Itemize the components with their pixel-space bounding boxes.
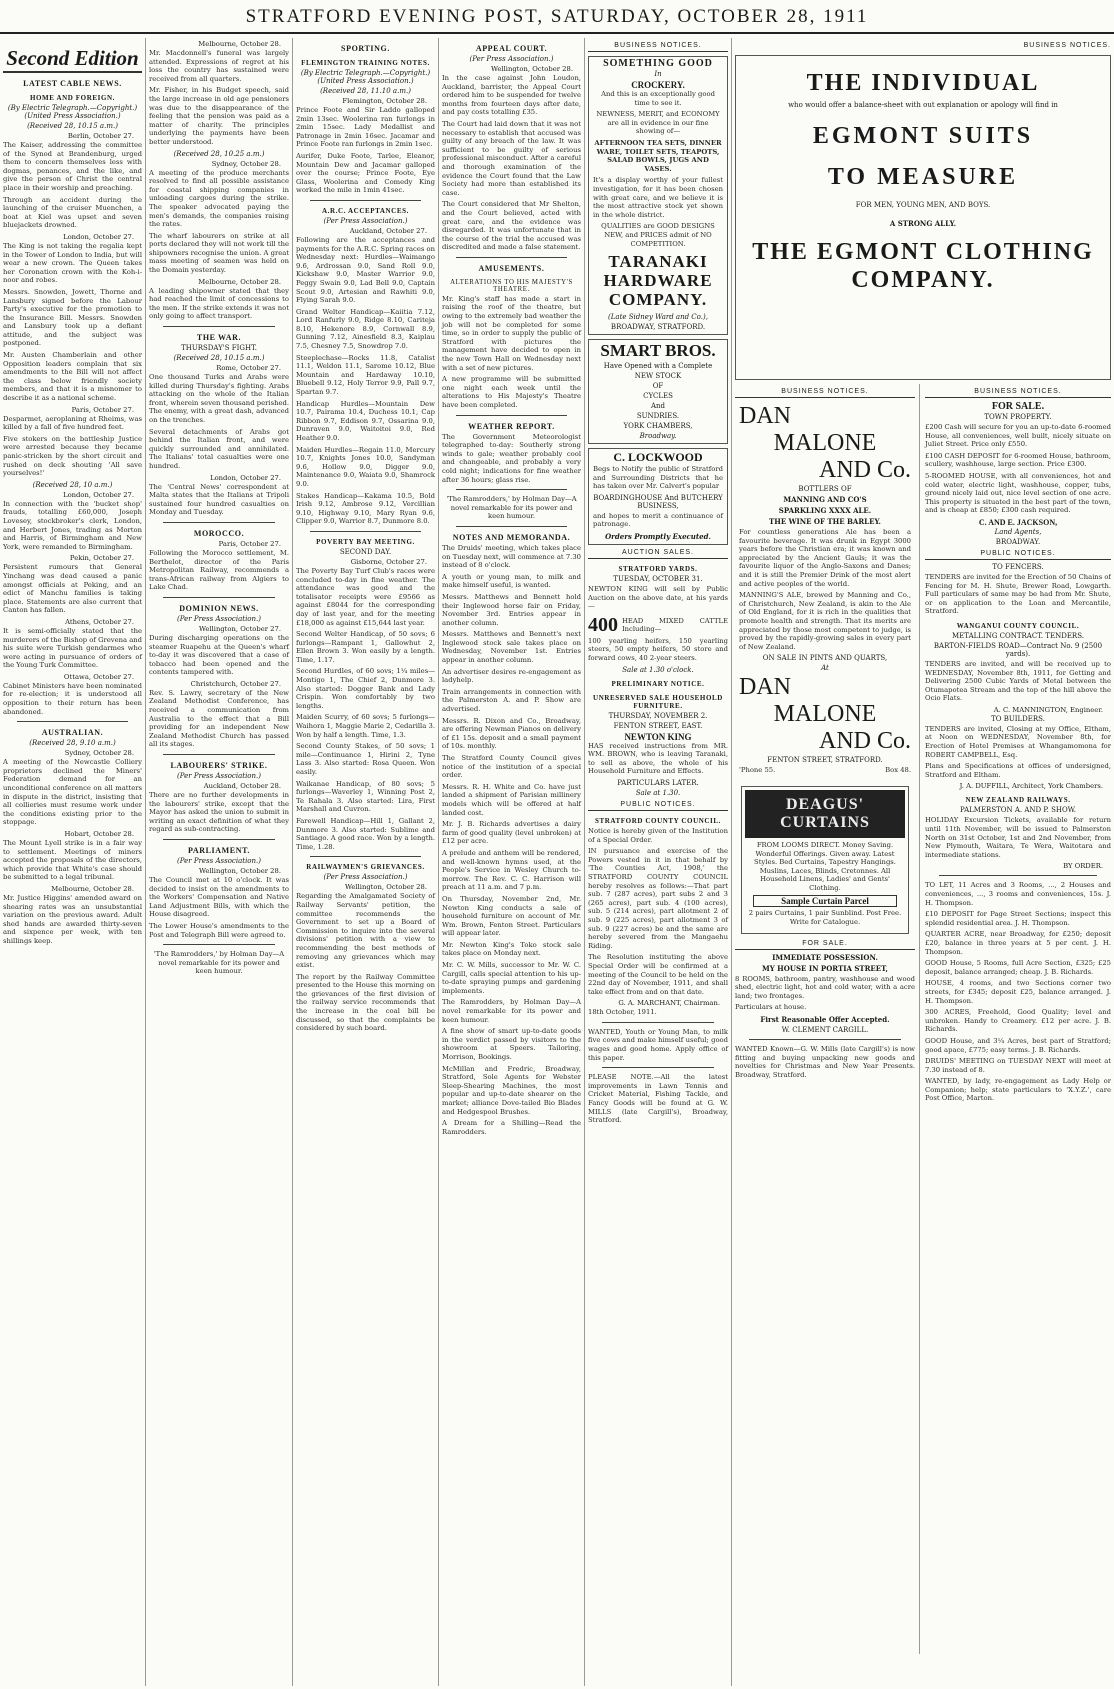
article-paragraph: The Stratford County Council gives notice of the institution of a special order. (442, 754, 581, 780)
divider (163, 597, 275, 598)
article-paragraph: Messrs. R. Dixon and Co., Broadway, are offering Newman Pianos on delivery of £1 15s. deposit and a small payment of 10s. monthly. (442, 716, 581, 751)
heading-cable-news: LATEST CABLE NEWS. (23, 79, 122, 88)
classified-ad: DRUIDS' MEETING on TUESDAY NEXT will meet at 7.30 instead of 8. (925, 1057, 1111, 1074)
article-paragraph: Following the Morocco settlement, M. Berthelot, director of the Paris Metropolitan Railway, recommends a trans-African railway from Algiers to Lake Chad. (149, 548, 289, 592)
crockery-headline: SOMETHING GOOD (603, 58, 713, 69)
masthead (0, 6, 1114, 34)
section-public-notices: PUBLIC NOTICES. (925, 550, 1111, 560)
stratford-yards: STRATFORD YARDS. (618, 565, 698, 574)
taranaki-address: BROADWAY, STRATFORD. (610, 323, 706, 332)
heading-morocco: MOROCCO. (193, 528, 245, 538)
divider (456, 489, 567, 490)
article-paragraph: A Dream for a Shilling—Read the Ramrodders. (442, 1119, 581, 1136)
dateline: Paris, October 27. (71, 405, 134, 414)
article-paragraph: In the case against John Loudon, Auckland, barrister, the Appeal Court ordered him to be suspended for twelve months from fourteen days after date, and pay costs totalling £35. (442, 74, 581, 117)
subheading-second-day: SECOND DAY. (339, 547, 392, 556)
article-paragraph: The 'Central News' correspondent at Malta states that the Italians at Tripoli sustained four hundred casualties on Monday and Tuesday. (149, 482, 289, 517)
engineer-name: A. C. MANNINGTON, Engineer. (993, 705, 1103, 714)
dateline: Sydney, October 28. (211, 159, 281, 168)
article-paragraph: A new programme will be submitted one night each week until the alterations to His Majesty's Theatre have been completed. (442, 375, 581, 409)
sale-location: FENTON STREET, EAST. (613, 721, 703, 730)
smart-line: CYCLES (643, 392, 673, 401)
article-paragraph: One thousand Turks and Arabs were killed during Thursday's fighting. Arabs attacking on the whole of the Italian front, wherein seven thousand perished. The enemy, with a great dash, advanced on the trenches. (149, 373, 289, 424)
sample-text: 2 pairs Curtains, 1 pair Sunblind. Post Free. Write for Catalogue. (748, 909, 902, 927)
dateline: London, October 27. (63, 232, 134, 241)
crockery-text: NEWNESS, MERIT, and ECONOMY are all in evidence in our fine showing of— (596, 110, 720, 136)
divider (163, 326, 275, 327)
divider (163, 754, 275, 755)
article-paragraph: Messrs. Matthews and Bennett hold their Inglewood horse fair on Friday, November 3rd. Entries appear in another column. (442, 592, 581, 627)
builders-text: Plans and Specifications at offices of undersigned, Stratford and Eltham. (925, 762, 1111, 779)
article-paragraph: Five stokers on the battleship Justice were arrested because they became panic-stricken by the short circuit and rushed on deck shouting 'All save yourselves!' (3, 434, 142, 478)
metalling-heading: METALLING CONTRACT. TENDERS. (952, 631, 1084, 640)
county-council-heading: STRATFORD COUNTY COUNCIL. (594, 817, 722, 825)
article-paragraph: A leading shipowner stated that they had reached the limit of concessions to the men. If the strike extends it was not only going to affect transport. (149, 286, 289, 321)
article-paragraph: Messrs. R. H. White and Co. have just landed a shipment of Parisian millinery models which will be offered at half landed cost. (442, 782, 581, 817)
article-paragraph: Messrs. Snowden, Jowett, Thorne and Lansbury signed before the Labour Party's executive for the promotion to the Insurance Bill. Messrs. Snowden and Lansbury took up a defiant attitude, and the subject was postponed. (3, 287, 142, 348)
heading-sporting: SPORTING. (341, 44, 390, 53)
received-line: (Received 28, 11.10 a.m.) (320, 87, 411, 95)
article-paragraph: The Kaiser, addressing the committee of the Synod at Brandenburg, urged them to concern themselves less with dogmas, penances, and the like, and give the person of Christ the central place in their worship and preaching. (3, 141, 142, 192)
article-paragraph: The Council met at 10 o'clock. It was decided to insist on the amendments to the Workers' Compensation and Native Land Adjustment Bills, with which the House disagreed. (149, 876, 289, 919)
article-paragraph: Farewell Handicap—Hill 1, Gallant 2, Dunmore 3. Also started: Sublime and Santiago. A good race. Won by a length. Time, 1.28. (296, 816, 435, 851)
cattle-heading: HEAD MIXED CATTLE Including— (622, 616, 728, 634)
heading-amusements: AMUSEMENTS. (478, 263, 545, 273)
dateline: Melbourne, October 28. (51, 884, 134, 893)
dan-title: DAN (739, 674, 791, 701)
article-paragraph: Mr. J. B. Richards advertises a dairy farm of good quality (level unbroken) at £12 per acre. (442, 820, 581, 846)
dateline: Hobart, October 28. (64, 830, 134, 838)
contact-line (739, 766, 911, 775)
article-paragraph: Mr. Justice Higgins' amended award on shearing rates was an unsubstantial variation on the previous award. Adult shed hands are awarded thirty-seven and sixpence per week, with ten shillings keep. (3, 893, 142, 945)
strong-ally: A STRONG ALLY. (889, 219, 957, 228)
dateline: London, October 27. (63, 490, 134, 499)
article-paragraph: A prelude and anthem will be rendered, and well-known hymns used, at the People's Service in Wesley Church to-morrow. The Rev. C. C. Harrison will preach at 11 a.m. and 7 p.m. (442, 848, 581, 892)
classified-ad: 300 ACRES, Freehold, Good Quality; level and unbroken. Handy to Creamery. £12 per acre. J. B. Richards. (925, 1008, 1111, 1034)
council-notice: Notice is hereby given of the Institution of a Special Order. (588, 827, 728, 844)
dateline: Paris, October 27. (218, 539, 281, 548)
individual-sub: who would offer a balance-sheet with out explanation or apology will find in (788, 101, 1058, 109)
received-line: (Received 28, 10 a.m.) (32, 480, 113, 489)
article-paragraph: Mr. Newton King's Toko stock sale takes place on Monday next. (442, 940, 581, 958)
crockery-in: In (654, 70, 662, 78)
first-offer: First Reasonable Offer Accepted. (760, 1015, 890, 1025)
section-auction-sales: AUCTION SALES. (588, 549, 728, 559)
ramrodders-ad: 'The Ramrodders,' by Holman Day—A novel remarkable for its power and keen humour. (446, 495, 577, 521)
article-paragraph: Prince Foote and Sir Laddo galloped 2min 13sec. Woolerina ran furlongs in 2min 15sec. Lady Medallist and Patronage in 2min 16sec. Jacamar and Prince Foote ran furlongs in 2min 1sec. (296, 106, 435, 149)
property-text: £200 Cash will secure for you an up-to-date 6-roomed House, all conveniences, well built, nicely situate on Juliet Street. Price only £550. (925, 423, 1111, 449)
dan-malone-ad (735, 401, 915, 780)
taranaki-sub: (Late Sidney Ward and Co.), (608, 313, 708, 322)
dateline: Wellington, October 27. (198, 624, 281, 633)
sale-date: THURSDAY, NOVEMBER 2. (608, 711, 708, 720)
article-paragraph: Rev. S. Lawry, secretary of the New Zealand Methodist Conference, has received a communication from Australia to the effect that a Bill providing for an independent New Zealand Methodist Church has passed all its stages. (149, 688, 289, 749)
crockery-list: AFTERNOON TEA SETS, DINNER WARE, TOILET SETS, TEAPOTS, SALAD BOWLS, JUGS AND VASES. (594, 138, 722, 173)
article-paragraph: Grand Welter Handicap—Kaiitia 7.12, Lord Ranfurly 9.0, Ridge 8.10, Cariteja 8.10, Hekenore 8.9, Cornwall 8.9, Gunning 7.12, Ainesfield 8.3, Kaiplau 7.5, Chesney 7.5, Snowdrop 7.0. (296, 307, 435, 351)
dateline: Wellington, October 28. (344, 883, 427, 892)
divider (163, 522, 275, 523)
article-paragraph: A fine show of smart up-to-date goods in the verdict passed by visitors to the showroom at Speers. Tailoring, Morrison, Bookings. (442, 1027, 581, 1061)
cattle-headline (588, 614, 728, 637)
council-notice: IN pursuance and exercise of the Powers vested in it in that behalf by 'The Counties Act, 1908,' the STRATFORD COUNTY COUNCIL hereby resolves as follows:—That part sub. 7 (287 acres), part subs 2 and 3 (265 acres), part sub. 4 (100 acres), sub. 5 (214 acres), part allotment 2 of sub. 9 (225 acres), part allotment 3 of sub. 9 (227 acres) be and the same are hereby severed from the Mangaehu Riding. (588, 847, 728, 950)
credit-line: (By Electric Telegraph.—Copyright.) (United Press Association.) (7, 104, 138, 120)
classified-ad: QUARTER ACRE, near Broadway, for £250; deposit £20, balance in three years at 5 per cent. J. H. Thompson. (925, 930, 1111, 956)
smart-line: NEW STOCK (634, 372, 682, 381)
please-note-ad: PLEASE NOTE.—All the latest improvements in Lawn Tennis and Cricket Material, Fishing Tackle, and Fancy Goods will be found at G. W. MILLS (late Cargill's), Broadway, Stratford. (588, 1073, 728, 1125)
article-paragraph: Following are the acceptances and payments for the A.R.C. Spring races on Wednesday next: Hurdles—Waimango 9.6, Ardrossan 9.0, Sand Roll 9.0, Kickshaw 9.0, Master Warrior 9.0, Peggy Swain 9.0, Lad Bell 9.0, Captain Scout 9.0, Artesian and Rawhiti 9.0, Flying Sarah 9.0. (296, 235, 435, 305)
article-paragraph: There are no further developments in the labourers' strike, except that the Mayor has asked the union to submit in writing an exact definition of what they regard as sub-contracting. (149, 791, 289, 834)
sample-parcel: Sample Curtain Parcel (753, 895, 897, 907)
ramrodders-ad: 'The Ramrodders,' by Holman Day—A novel remarkable for its power and keen humour. (153, 950, 285, 976)
article-paragraph: It is semi-officially stated that the murderers of the Bishop of Grevena and his suite were Turkish gendarmes who were acting in pursuance of orders of the Young Turk Committee. (3, 626, 143, 670)
article-paragraph: Second Hurdles, of 60 sovs; 1¼ miles—Montigo 1, The Chief 2, Dunmore 3. Also started: Dogger Bank and Lady Crispin. Won comfortably by two lengths. (296, 667, 435, 710)
received-line: (Received 28, 9.10 a.m.) (29, 739, 116, 748)
lockwood-text: and hopes to merit a continuance of patronage. (593, 511, 723, 529)
article-paragraph: The Poverty Bay Turf Club's races were concluded to-day in fine weather. The attendance was good and the totalisator receipts were £9566 as against £8044 for the corresponding day of last year, and for the meeting £18,000 as against £15,644 last year. (296, 566, 435, 627)
divider (749, 1039, 901, 1040)
newton-king-text: NEWTON KING will sell by Public Auction on the above date, at his yards— (588, 585, 728, 611)
fenton-street: FENTON STREET, STRATFORD. (767, 756, 883, 765)
crockery-text: And this is an exceptionally good time to see it. (601, 90, 715, 107)
section-public-notices: PUBLIC NOTICES. (588, 801, 728, 811)
architect-name: J. A. DUFFILL, Architect, York Chambers. (959, 782, 1103, 791)
column-3 (293, 38, 439, 1686)
heading-labourers-strike: LABOURERS' STRIKE. (170, 761, 268, 771)
lockwood-ad (588, 448, 728, 545)
article-paragraph: Through an accident during the launching of the cruiser Muenchen, a boat at Kiel was upset and seven bluejackets drowned. (3, 195, 142, 230)
divider (17, 721, 128, 722)
received-line: (Received 28, 10.25 a.m.) (173, 149, 265, 158)
article-paragraph: The Mount Lyell strike is in a fair way to settlement. Meetings of miners accepted the proposals of the directors, which provide that White's case should be submitted to a legal tribunal. (3, 839, 142, 882)
article-paragraph: During discharging operations on the steamer Ruapehu at the Queen's wharf to-day it was discovered that a case of tobacco had been opened and the contents tampered with. (149, 633, 289, 677)
heading-flemington: FLEMINGTON TRAINING NOTES. (301, 59, 430, 67)
at-line: At (821, 664, 829, 673)
barton-heading: BARTON-FIELDS ROAD—Contract No. 9 (2500 yards). (933, 641, 1103, 658)
column-6-right (920, 384, 1111, 1654)
article-paragraph: Aurifer, Duke Foote, Tarlee, Eleanor, Mountain Dew and Jacamar galloped over the course; Prince Foote, Eye Glass, Woolerina and Comedy King worked the mile in 1min 41sec. (296, 151, 435, 195)
crockery-title: CROCKERY. (631, 80, 685, 90)
dateline: Pekin, October 27. (69, 554, 134, 563)
credit-line: (Per Press Association.) (469, 55, 554, 63)
article-paragraph: In connection with the 'bucket shop' frauds, totalling £60,000, Joseph Lovesey, stockbroker's clerk, London, and Herbert Jones, trading as Morton and Harris, of Birmingham and New York, were remanded to Birmingham. (3, 499, 142, 551)
article-paragraph: Second Welter Handicap, of 50 sovs; 6 furlongs—Rampant 1, Gallowhut 2, Ellen Brown 3. Won easily by a length. Time, 1.17. (296, 630, 435, 664)
sale-time: Sale at 1.30 o'clock. (622, 665, 694, 674)
and-co-title: AND Co. (818, 728, 911, 755)
article-paragraph: Maiden Scurry, of 60 sovs; 5 furlongs—Waihora 1, Maggie Marie 2, Cedarilla 3. Won by half a length. Time, 1.3. (296, 713, 435, 739)
article-paragraph: The report by the Railway Committee presented to the House this morning on the grievances of the first division of the railway service recommends that the increase in the coal bill be discussed, so that the complaints be considered by such board. (296, 972, 435, 1033)
cargill-name: W. CLEMENT CARGILL. (781, 1026, 869, 1035)
subheading-thursday-fight: THURSDAY'S FIGHT. (181, 344, 257, 353)
divider (456, 257, 567, 258)
article-paragraph: The Lower House's amendments to the Post and Telegraph Bill were agreed to. (149, 921, 289, 939)
article-paragraph: On Thursday, November 2nd, Mr. Newton King conducts a sale of household furniture on account of Mr. Wm. Brown, Fenton Street. Particulars will appear later. (442, 894, 581, 938)
article-paragraph: A meeting of the Newcastle Colliery proprietors declined the Miners' Federation demand for an unconditional conference on all matters in dispute in the district, insisting that all collieries must resume work under the conditions existing prior to the stoppage. (3, 758, 142, 827)
curtains-banner: DEAGUS' CURTAINS (745, 790, 905, 838)
house-particulars: Particulars at house. (735, 1003, 807, 1012)
barton-text: TENDERS are invited, and will be received up to WEDNESDAY, November 8th, 1911, for Getting and Delivering 2500 Cubic Yards of Metal between the Otumapotea Stream and the top of the hill above the Ocio Flats. (925, 659, 1111, 703)
dateline: Wellington, October 28. (198, 867, 281, 875)
by-order: BY ORDER. (1063, 862, 1103, 871)
egmont-suits: EGMONT SUITS (812, 123, 1034, 149)
and-co-title: AND Co. (818, 457, 911, 483)
received-line: (Received 28, 10.15 a.m.) (173, 354, 265, 363)
article-paragraph: Mr. King's staff has made a start in raising the roof of the theatre, but owing to the extremely bad weather the job will not be completed for some time, so in order to supply the public of Stratford with pictures the management have decided to open in the new Town Hall on Wednesday next with a set of new pictures. (442, 294, 581, 372)
council-date: 18th October, 1911. (588, 1008, 657, 1017)
article-paragraph: The Court considered that Mr Shelton, and the Court believed, acted with great care, and the evidence was disregarded. It was unfortunate that in the course of the trial the accused was discredited and made a false statement. (442, 200, 581, 252)
dateline: Christchurch, October 27. (190, 679, 281, 688)
article-paragraph: Persistent rumours that General Yinchang was dead caused a panic amongst officials at Peking, and an edict of Manchu families is taking place. Statements are also current that Canton has fallen. (3, 563, 142, 615)
yards-date: TUESDAY, OCTOBER 31. (613, 575, 703, 584)
article-paragraph: Second County Stakes, of 50 sovs; 1 mile—Continuance 1, Hirini 2, Tyne Lass 3. Also started: Rosa Queen. Won easily. (296, 742, 435, 776)
property-text: 5-ROOMED HOUSE, with all conveniences, hot and cold water, electric light, washhouse, copper, tubs, ground nicely laid out, nice level section of one acre. This property is situated in the best part of the town, and is cheap at £850; £300 cash required. (925, 471, 1111, 515)
dan-title: DAN (739, 403, 791, 429)
classified-ad: GOOD House, and 3¼ Acres, best part of Stratford; good apace, £775; easy terms. J. B. Richards. (925, 1036, 1111, 1054)
article-paragraph: An advertiser desires re-engagement as ladyhelp. (442, 667, 581, 685)
edition-title: Second Edition (3, 46, 142, 73)
show-text: HOLIDAY Excursion Tickets, available for return until 11th November, will be issued to Palmerston North on 31st October, 1st and 2nd November, from New Plymouth, Waitara, Te Wera, Waitotara and intermediate stations. (925, 816, 1111, 859)
particulars-later: PARTICULARS LATER. (617, 779, 699, 787)
phone-number: 'Phone 55. (739, 766, 776, 775)
heading-arc-acceptances: A.R.C. ACCEPTANCES. (322, 206, 409, 215)
wine-line: THE WINE OF THE BARLEY. (769, 517, 881, 526)
column-1 (0, 38, 146, 1686)
lower-columns (735, 384, 1111, 1654)
column-5 (585, 38, 732, 1686)
sale-time: Sale at 1.30. (635, 789, 681, 797)
heading-dominion-news: DOMINION NEWS. (179, 603, 259, 613)
heading-parliament: PARLIAMENT. (187, 846, 251, 855)
ale-text: For countless generations Ale has been a favourite beverage. It was drunk in Egypt 3000 years before the Christian era; it was known and appreciated by the Ancient Gauls; it was the favourite liquor of the Anglo-Saxons and Danes; and it is still the Premier Drink of the most alert and active peoples of the world. (739, 528, 911, 588)
house-title: MY HOUSE IN PORTIA STREET, (762, 963, 888, 973)
builders-heading: TO BUILDERS. (991, 714, 1045, 723)
article-paragraph: Train arrangements in connection with the Palmerston A. and P. Show are advertised. (442, 687, 581, 714)
divider (939, 875, 1097, 876)
lockwood-text: Begs to Notify the public of Stratford and Surrounding Districts that he has taken over Mr. Calvert's popular (593, 465, 723, 491)
dateline: Melbourne, October 28. (198, 40, 281, 48)
article-paragraph: Steeplechase—Rocks 11.8, Catalist 11.1, Weldon 11.1, Sarome 10.12, Blue Mountain and Hardaway 10.10, Bluebell 9.12, Holy Terror 9.9, Pall 9.7, Spartan 9.7. (296, 353, 435, 397)
newton-king-text: HAS received instructions from MR. WM. BROWN, who is leaving Taranaki, to sell as above, the whole of his Household Furniture and Effects. (588, 741, 728, 776)
heading-home-foreign: HOME AND FOREIGN. (29, 94, 116, 102)
heading-war: THE WAR. (196, 333, 242, 343)
credit-line: (Per Press Association.) (323, 873, 408, 882)
article-paragraph: Maiden Hurdles—Regain 11.0, Mercury 10.7, Knights Jones 10.0, Sandyman 9.6, Hollow 9.0, Digger 9.0, Maintenance 9.0, Waiata 9.0, Shamrock 9.0. (296, 445, 435, 488)
divider (310, 531, 421, 532)
article-paragraph: Cabinet Ministers have been nominated for re-election; it is understood all opposition to their return has been abandoned. (3, 681, 142, 716)
credit-line: (Per Press Association.) (323, 216, 408, 225)
heading-weather-report: WEATHER REPORT. (468, 421, 555, 431)
article-paragraph: Regarding the Amalgamated Society of Railway Servants' petition, the committee recommends the Government to set up a Board of Commission to inquire into the several divisions' petition with a view to recommending the best methods of removing any grievances which may exist. (296, 892, 435, 970)
divider (456, 415, 567, 416)
lockwood-shop: BOARDINGHOUSE And BUTCHERY BUSINESS, (593, 493, 723, 510)
credit-line: (Per Press Association.) (177, 614, 261, 623)
divider (602, 1067, 714, 1068)
wanganui-heading: WANGANUI COUNTY COUNCIL. (956, 621, 1080, 630)
show-heading: PALMERSTON A. AND P. SHOW. (960, 806, 1076, 815)
dateline: Auckland, October 28. (203, 782, 281, 791)
house-text: 8 ROOMS, bathroom, pantry, washhouse and wood shed, electric light, hot and cold water, with a acre land; two frontages. (735, 974, 915, 1000)
article-paragraph: McMillan and Fredric, Broadway, Stratford, Sole Agents for Webster Sleep-Shearing Machines, the most popular and up-to-date shearer on the market; alliance Dove-tailed Bio Blades and Hedgespool Brushes. (442, 1064, 581, 1116)
dateline: Berlin, October 27. (67, 132, 134, 140)
taranaki-hardware-title: TARANAKI HARDWARE COMPANY. (603, 252, 713, 310)
dateline: London, October 27. (210, 473, 281, 482)
article-paragraph: Mr. Austen Chamberlain and other Opposition leaders complain that six amendments to the Bill will not affect the class below friendly society members, and that it is a misnomer to describe it as a national scheme. (3, 351, 142, 403)
preliminary-notice: PRELIMINARY NOTICE. (611, 679, 705, 688)
curtains-text: FROM LOOMS DIRECT. Money Saving. Wonderful Offerings. Given away. Latest Styles. Bed Curtains, Tapestry Hangings. Muslins, Laces, Blinds, Cretonnes. All Household Linens, Ladies' and Gents' Clothing. (754, 840, 896, 892)
article-paragraph: Waikanae Handicap, of 80 sovs; 5 furlongs—Waverley 1, Winning Post 2, Te Rahala 3. Also started: Lira, First Marshall and Cuvron. (296, 779, 435, 814)
to-measure: TO MEASURE (827, 164, 1019, 190)
article-paragraph: Desparmet, aeroplaning at Rheims, was killed by a fall of five hundred feet. (3, 414, 142, 432)
for-sale-heading: FOR SALE. (735, 940, 915, 950)
article-paragraph: The Ramrodders, by Holman Day—A novel remarkable for its power and keen humour. (442, 998, 581, 1024)
article-paragraph: Mr. Macdonnell's funeral was largely attended. Expressions of regret at his loss the country has sustained were received from all quarters. (149, 49, 289, 83)
curtains-ad (741, 786, 909, 934)
crockery-ad (588, 56, 728, 335)
credit-line: (Per Press Association.) (177, 857, 261, 865)
article-paragraph: The wharf labourers on strike at all ports declared they will not work till the shipowners recognise the union. A great mass meeting of seamen was held on the Domain yesterday. (149, 231, 289, 275)
for-men: FOR MEN, YOUNG MEN, AND BOYS. (855, 201, 991, 209)
fencers-text: TENDERS are invited for the Erection of 50 Chains of Fencing for M. H. Shute, Brewer Road, Lowgarth. Full particulars of same may be had from Mr. Shute, or on application to the Loan and Mercantile, Stratford. (925, 572, 1111, 616)
town-property: TOWN PROPERTY. (984, 413, 1052, 421)
column-6-left (735, 384, 920, 1654)
classified-ad: £10 DEPOSIT for Page Street Sections; inspect this splendid residential area. J. H. Thompson. (925, 910, 1111, 927)
cattle-count: 400 (588, 613, 618, 636)
smart-bros-ad (588, 339, 728, 444)
article-paragraph: Handicap Hurdles—Mountain Dew 10.7, Pairama 10.4, Duchess 10.1, Cap Ribbon 9.7, Eddison 9.7, Ossarina 9.0, Dunraven 9.0, Waitoitoi 9.0, Red Heather 9.0. (296, 399, 435, 442)
individual-headline: THE INDIVIDUAL (806, 70, 1040, 96)
section-business-notices: BUSINESS NOTICES. (588, 42, 728, 52)
article-paragraph: The Druids' meeting, which takes place on Tuesday next, will commence at 7.30 instead of 8 o'clock. (442, 543, 581, 570)
classified-ad: WANTED, by lady, re-engagement as Lady Help or Companion; help; state particulars to 'X.Y.Z.', care Post Office, Marton. (925, 1077, 1111, 1103)
section-business-notices: BUSINESS NOTICES. (925, 388, 1111, 398)
dateline: Flemington, October 28. (342, 97, 427, 105)
dateline: Auckland, October 27. (349, 226, 427, 235)
lockwood-title: C. LOCKWOOD (613, 450, 703, 465)
lockwood-orders: Orders Promptly Executed. (605, 532, 711, 542)
builders-text: TENDERS are invited, Closing at my Office, Eltham, at Noon on WEDNESDAY, November 8th, for Erection of Hotel Premises at Whangamomona for ROBERT CAMPBELL, Esq. (925, 724, 1111, 759)
council-notice: The Resolution instituting the above Special Order will be confirmed at a meeting of the Council to be held on the 22nd day of November, 1911, and shall take effect from and on that date. (588, 953, 728, 996)
newton-king-name: NEWTON KING (624, 731, 692, 742)
article-paragraph: A youth or young man, to milk and make himself useful, is wanted. (442, 572, 581, 590)
smart-line: And (650, 402, 666, 411)
classified-ad: GOOD House, 5 Rooms, full Acre Section, £325; £25 deposit, balance arranged; cheap. J. B. Richards. (925, 959, 1111, 976)
smart-bros-title: SMART BROS. (600, 341, 716, 361)
xxxx-line: SPARKLING XXXX ALE. (778, 506, 872, 515)
heading-railwaymen: RAILWAYMEN'S GRIEVANCES. (306, 863, 425, 872)
article-paragraph: Mr. C. W. Mills, successor to Mr. W. C. Cargill, calls special attention to his up-to-date spraying pumps and gardening implements. (442, 961, 581, 995)
dateline: Ottawa, October 27. (63, 672, 134, 681)
column-6 (732, 38, 1114, 1686)
credit-line: (By Electric Telegraph.—Copyright.) (United Press Association.) (300, 69, 431, 85)
box-number: Box 48. (885, 766, 911, 775)
ale-text: MANNING'S ALE, brewed by Manning and Co., of Christchurch, New Zealand, is akin to the Ale of Old England, for it is rich in the qualities that promote health and strength. That its merits are appreciated by those most competent to judge, is proved by the rapidly-growing sales in every part of New Zealand. (739, 591, 911, 651)
malone-title: MALONE (773, 430, 877, 456)
crockery-text: QUALITIES are GOOD DESIGNS NEW, and PRICES admit of NO COMPETITION. (601, 222, 715, 248)
nz-railways-heading: NEW ZEALAND RAILWAYS. (965, 796, 1071, 805)
cattle-list: 100 yearling heifers, 150 yearling steers, 50 empty heifers, 50 store and forward cows, 40 2-year steers. (588, 636, 728, 663)
column-4 (439, 38, 585, 1686)
article-paragraph: Messrs. Matthews and Bennett's next Inglewood stock sale takes place on Wednesday, November 1st. Entries appear in another column. (442, 630, 581, 665)
smart-line: Broadway. (639, 432, 677, 441)
heading-alterations: ALTERATIONS TO HIS MAJESTY'S THEATRE. (450, 278, 573, 293)
fencers-heading: TO FENCERS. (992, 562, 1044, 571)
bottlers-line: BOTTLERS OF (798, 485, 852, 493)
divider (602, 1022, 714, 1023)
council-signature: G. A. MARCHANT, Chairman. (618, 999, 720, 1008)
jackson-address: BROADWAY. (995, 537, 1041, 546)
smart-line: SUNDRIES. (636, 412, 680, 421)
dateline: Melbourne, October 28. (198, 277, 281, 286)
land-agents: Land Agents, (994, 527, 1042, 536)
smart-line: YORK CHAMBERS, (623, 422, 693, 431)
divider (310, 856, 421, 857)
jackson-name: C. AND E. JACKSON, (978, 517, 1058, 527)
article-paragraph: Several detachments of Arabs got behind the Italian front, and were quickly surrounded and annihilated. The Italians' total casualties were one hundred. (149, 427, 289, 470)
property-text: £100 CASH DEPOSIT for 6-roomed House, bathroom, scullery, washhouse, large section. Price £300. (925, 451, 1111, 469)
malone-title: MALONE (773, 701, 877, 728)
heading-appeal-court: APPEAL COURT. (475, 44, 548, 53)
dateline: Rome, October 27. (216, 364, 281, 373)
divider (163, 839, 275, 840)
manning-line: MANNING AND CO'S (783, 495, 867, 504)
dateline: Gisborne, October 27. (350, 557, 427, 566)
dateline: Athens, October 27. (65, 617, 134, 626)
article-paragraph: The Court had laid down that it was not necessary to establish that accused was guilty of any breach of the law. It was sufficient to be guilty of serious professional misconduct. After a careful and thorough examination of the evidence the Court found that the Law Society had more than established its case. (442, 119, 581, 197)
divider (456, 526, 567, 527)
article-paragraph: The King is not taking the regalia kept in the Tower of London to India, but will wear a new crown. The Queen takes her Coronation crown with the Koh-i-noor and robes. (3, 241, 142, 285)
dateline: Sydney, October 28. (64, 749, 134, 758)
heading-notes-memoranda: NOTES AND MEMORANDA. (452, 532, 571, 542)
article-paragraph: Mr. Fisher, in his Budget speech, said the large increase in old age pensioners was due to the disappearance of the feeling that the pension was paid as a matter of charity. The principles underlying the payments have been better understood. (149, 86, 289, 146)
article-paragraph: Stakes Handicap—Kakama 10.5, Bold Irish 9.12, Ambrose 9.12, Vercillian 9.10, Highway 9.10, Mary Ryan 9.6, Clipper 9.0, Warrior 8.7, Dunmore 8.0. (296, 491, 435, 526)
unreserved-sale: UNRESERVED SALE HOUSEHOLD FURNITURE. (593, 693, 723, 710)
section-business-notices: BUSINESS NOTICES. (735, 388, 915, 398)
divider (310, 200, 421, 201)
heading-poverty-bay: POVERTY BAY MEETING. (316, 537, 415, 546)
heading-australian: AUSTRALIAN. (41, 728, 104, 738)
egmont-clothing-ad (735, 55, 1111, 380)
divider (163, 944, 275, 945)
immediate-possession: IMMEDIATE POSSESSION. (772, 952, 878, 962)
column-2 (146, 38, 293, 1686)
classified-ad: HOUSE, 4 rooms, and two Sections corner two streets, for £345; deposit £25, balance arranged. J. H. Thompson. (925, 979, 1111, 1005)
wanted-known-ad: WANTED Known—G. W. Mills (late Cargill's) is now fitting and buying unpacking new goods and novelties for Christmas and New Year Presents. Broadway, Stratford. (735, 1045, 915, 1079)
smart-line: OF (652, 382, 664, 391)
section-business-notices-top: BUSINESS NOTICES. (1023, 42, 1111, 49)
dateline: Wellington, October 28. (490, 65, 573, 73)
egmont-company: THE EGMONT CLOTHING COMPANY. (752, 239, 1094, 293)
smart-line: Have Opened with a Complete (603, 362, 713, 371)
wanted-ad: WANTED, Youth or Young Man, to milk five cows and make himself useful; good wages and good home. Apply office of this paper. (588, 1027, 728, 1062)
masthead-title: STRATFORD EVENING POST, SATURDAY, OCTOBER 28, 1911 (245, 6, 869, 27)
received-line: (Received 28, 10.15 a.m.) (27, 122, 118, 130)
classified-ad: TO LET, 11 Acres and 3 Rooms, ..., 2 Houses and conveniences, ..., 3 rooms and conveniences, 15s. J. H. Thompson. (925, 881, 1111, 907)
article-paragraph: The Government Meteorologist telegraphed to-day: Southerly strong winds to gale; weather probably cool and changeable, and probably a very cold night; indications for fine weather after 36 hours; glass rise. (442, 432, 581, 484)
article-paragraph: A meeting of the produce merchants resolved to find all possible assistance for coastal shipping companies in unloading cargoes during the strike. The speaker advocated paying the men's demands, the companies raising the rates. (149, 168, 289, 229)
for-sale-heading: FOR SALE. (991, 401, 1045, 412)
on-sale-line: ON SALE IN PINTS AND QUARTS, (762, 654, 888, 663)
crockery-text: It's a display worthy of your fullest investigation, for it has been chosen with great care, and we believe it is the most attractive stock yet shown in the whole district. (593, 176, 723, 219)
credit-line: (Per Press Association.) (177, 772, 261, 781)
